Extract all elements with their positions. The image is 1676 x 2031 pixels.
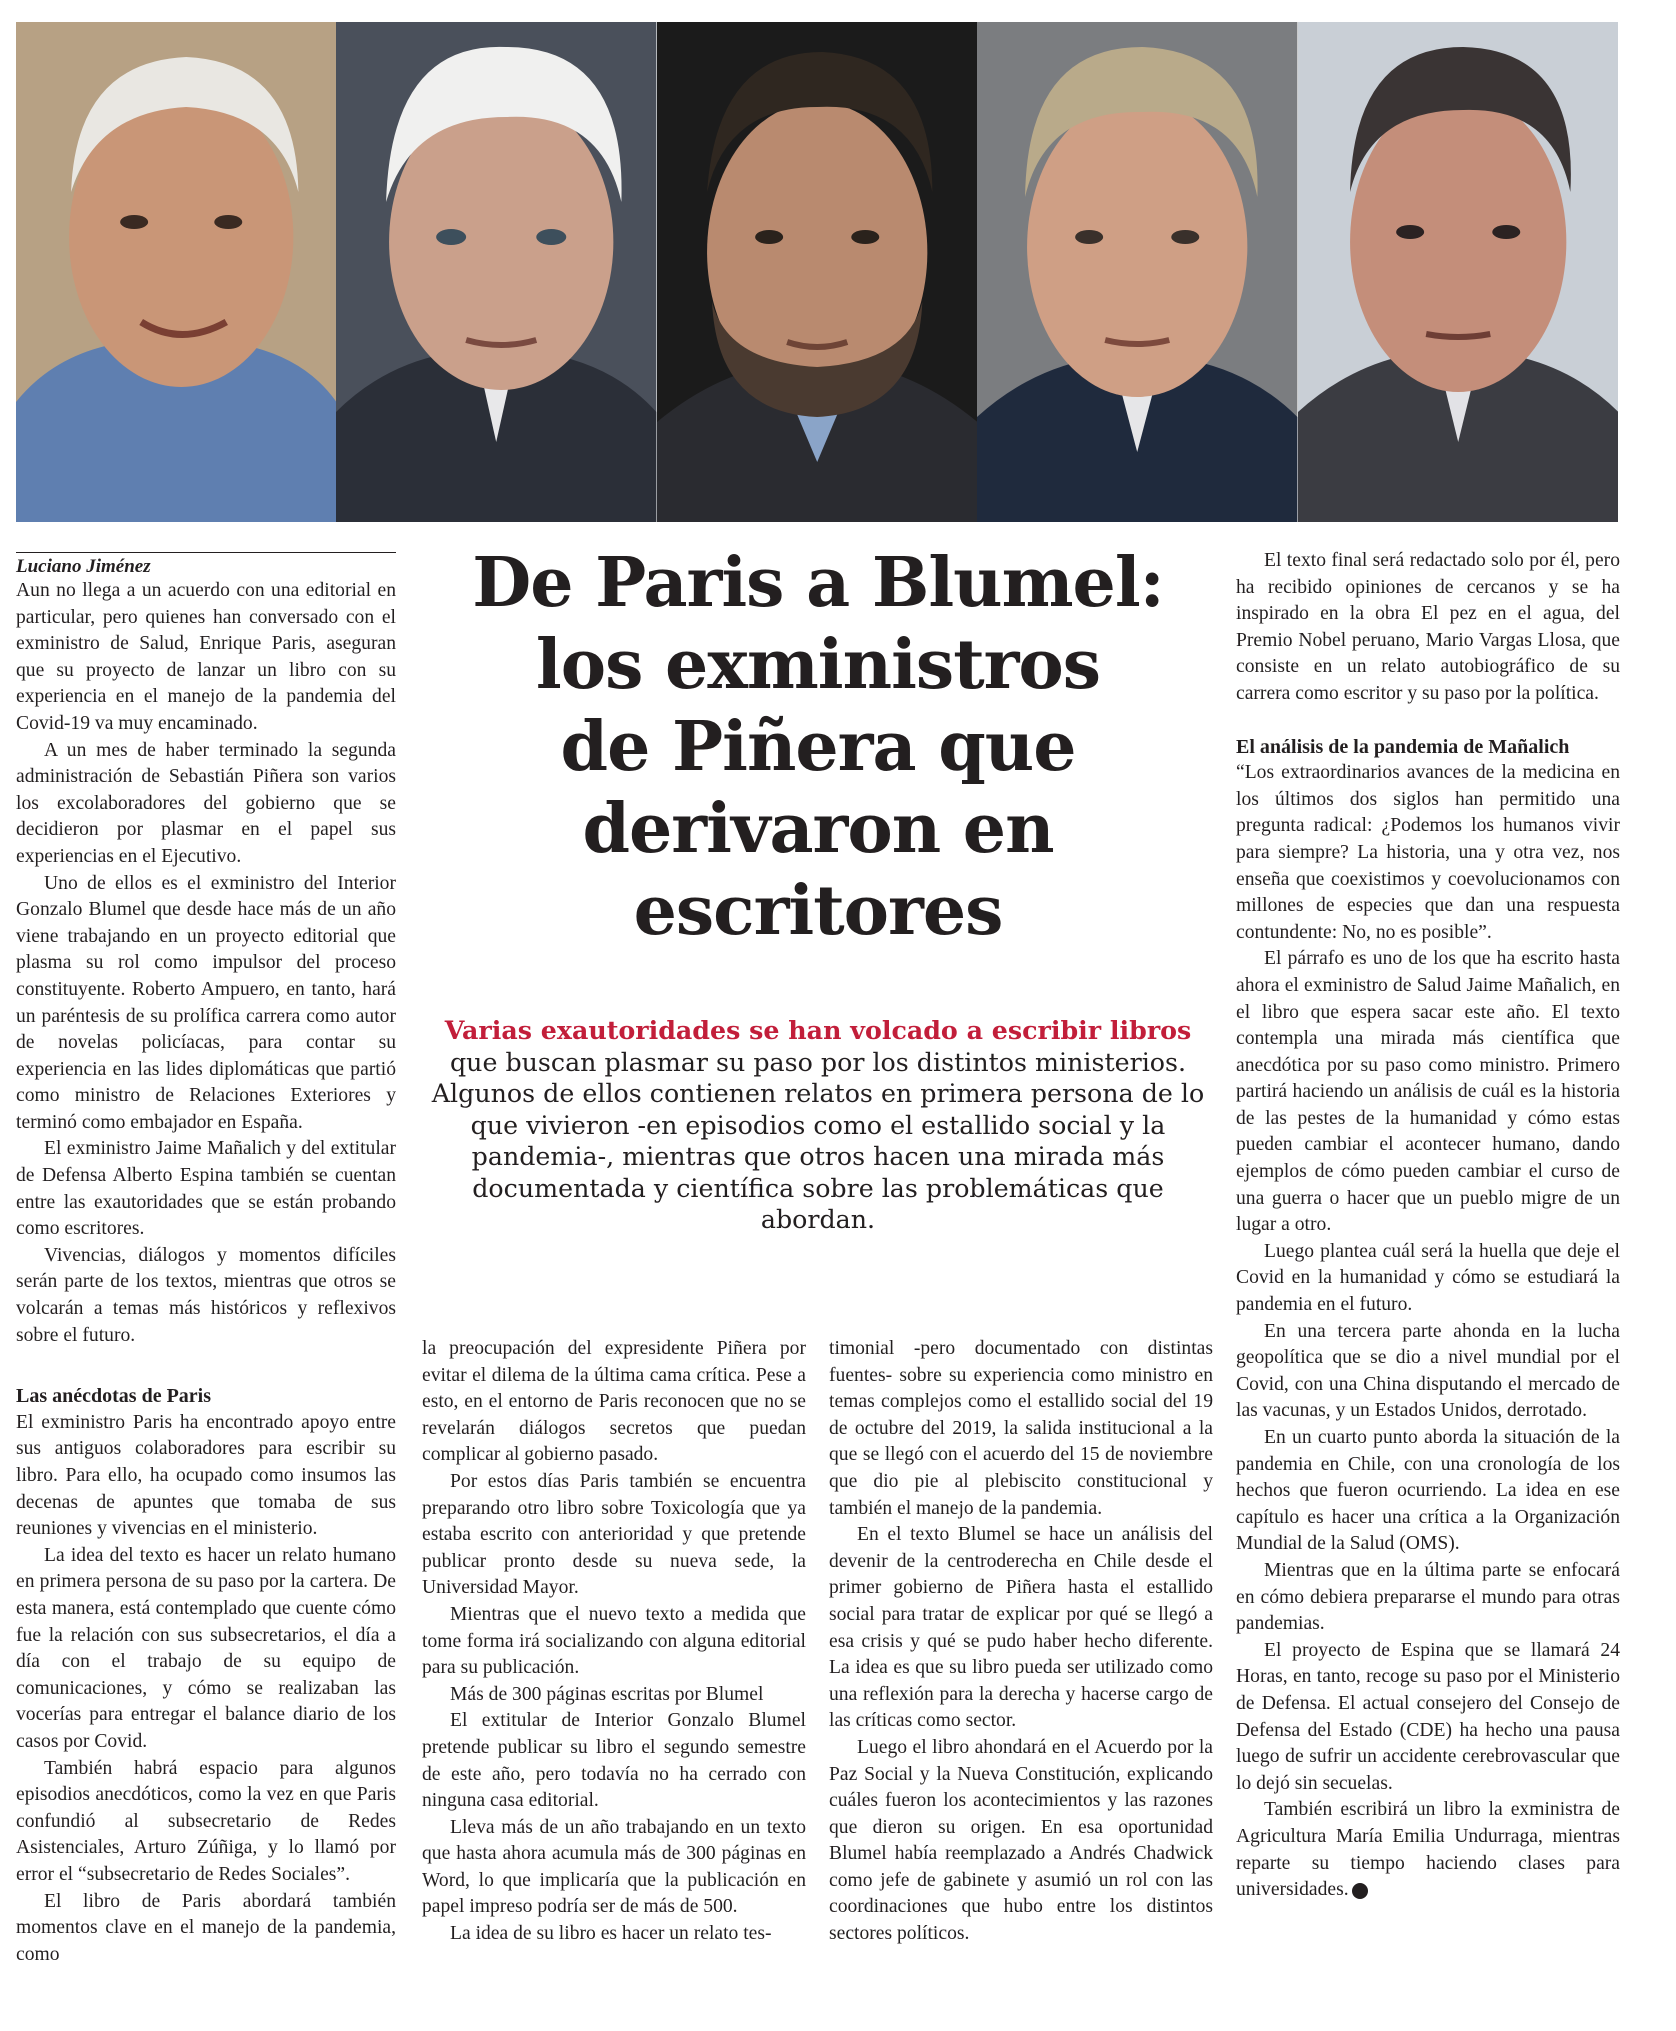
deck-highlight: Varias exautoridades se han volcado a escribir libros (444, 1015, 1192, 1045)
headline (420, 542, 1216, 952)
paragraph: La idea de su libro es hacer un relato tes- (450, 1923, 772, 1945)
paragraph: En una tercera parte ahonda en la lucha geopolítica que se dio a nivel mundial por el Covid, con una China disputando el mercado de las vacunas, y un Estados Unidos, derrotado. (1236, 1320, 1620, 1422)
column-4 (1236, 548, 1620, 1904)
deck (420, 1015, 1216, 1236)
paragraph: El texto final será redactado solo por él, pero ha recibido opiniones de cercanos y se ha inspirado en la obra El pez en el agua, del Premio Nobel peruano, Mario Vargas Llosa, que consiste en un relato autobiográfico de su carrera como escritor y su paso por la política. (1236, 550, 1620, 704)
paragraph: Luego plantea cuál será la huella que deje el Covid en la humanidad y cómo se estudiará la pandemia en el futuro. (1236, 1240, 1620, 1316)
portrait-jaime-manalich (336, 22, 656, 522)
subhead-paris: Las anécdotas de Paris (16, 1385, 211, 1408)
headline-line: escritores (633, 871, 1003, 951)
paragraph: timonial -pero documentado con distintas fuentes- sobre su experiencia como ministro en temas complejos como el estallido social del 19 de octubre del 2019, la salida institucional a la que se llegó con el acuerdo del 15 de noviembre que dio pie al plebiscito constitucional y también el manejo de la pandemia. (829, 1338, 1213, 1519)
paragraph: El proyecto de Espina que se llamará 24 Horas, en tanto, recoge su paso por el Ministerio de Defensa. El actual consejero del Consejo de Defensa del Estado (CDE) ha hecho una pausa luego de sufrir un accidente cerebrovascular que lo dejó sin secuelas. (1236, 1639, 1620, 1794)
paragraph: A un mes de haber terminado la segunda administración de Sebastián Piñera son varios los excolaboradores del gobierno que se decidieron por plasmar en el papel sus experiencias en el Ejecutivo. (16, 739, 396, 867)
byline: Luciano Jiménez (16, 552, 396, 578)
deck-text: que buscan plasmar su paso por los distintos ministerios. Algunos de ellos contienen relatos en primera persona de lo que vivieron -en episodios como el estallido social y la pandemia-, mientras que otros hacen una mirada más documentada y científica sobre las problemáticas que abordan. (431, 1047, 1205, 1234)
column-1 (16, 578, 396, 1968)
paragraph: Aun no llega a un acuerdo con una editorial en particular, pero quienes han conversado con el exministro de Salud, Enrique Paris, aseguran que su proyecto de lanzar un libro con su experiencia en el manejo de la pandemia del Covid-19 va muy encaminado. (16, 580, 396, 734)
paragraph-last (1236, 1797, 1620, 1903)
paragraph: Lleva más de un año trabajando en un texto que hasta ahora acumula más de 300 páginas en Word, lo que implicaría que la publicación en papel impreso podría ser de más de 500. (422, 1816, 806, 1918)
paragraph: Vivencias, diálogos y momentos difíciles serán parte de los textos, mientras que otros se volcarán a temas más históricos y reflexivos sobre el futuro. (16, 1244, 396, 1346)
paragraph: El extitular de Interior Gonzalo Blumel pretende publicar su libro el segundo semestre de este año, pero todavía no ha cerrado con ninguna casa editorial. (422, 1710, 806, 1812)
column-2 (422, 1336, 806, 1948)
end-mark-icon (1352, 1883, 1368, 1899)
paragraph: El exministro Jaime Mañalich y del extitular de Defensa Alberto Espina también se cuentan entre las exautoridades que se están probando como escritores. (16, 1138, 396, 1240)
portrait-roberto-ampuero (1298, 22, 1618, 522)
column-3 (829, 1336, 1213, 1948)
headline-line: de Piñera que (560, 707, 1076, 787)
portrait-gonzalo-blumel (657, 22, 977, 522)
paragraph: “Los extraordinarios avances de la medicina en los últimos dos siglos han permitido una pregunta radical: ¿Podemos los humanos vivir para siempre? La historia, una y otra vez, nos enseña que coexistimos y coevolucionamos con millones de especies que dan una respuesta contundente: No, no es posible”. (1236, 762, 1620, 943)
paragraph: El libro de Paris abordará también momentos clave en el manejo de la pandemia, como (16, 1890, 396, 1965)
paragraph: Más de 300 páginas escritas por Blumel (450, 1683, 764, 1705)
paragraph: Uno de ellos es el exministro del Interior Gonzalo Blumel que desde hace más de un año viene trabajando en un proyecto editorial que plasma su rol como impulsor del proceso constituyente. Roberto Ampuero, en tanto, hará un paréntesis de su prolífica carrera como autor de novelas policíacas, para contar su experiencia en las lides diplomáticas que partió como ministro de Relaciones Exteriores y terminó como embajador en España. (16, 872, 396, 1133)
paragraph: En el texto Blumel se hace un análisis del devenir de la centroderecha en Chile desde el primer gobierno de Piñera hasta el estallido social para tratar de explicar por qué se llegó a esa crisis y qué se pudo haber hecho diferente. La idea es que su libro pueda ser utilizado como una reflexión para la derecha y hacerse cargo de las críticas como sector. (829, 1524, 1213, 1732)
paragraph: la preocupación del expresidente Piñera por evitar el dilema de la última cama crítica. Pese a esto, en el entorno de Paris reconocen que no se revelarán diálogos secretos que puedan complicar al gobierno pasado. (422, 1338, 806, 1466)
headline-line: los exministros (535, 625, 1101, 705)
paragraph: La idea del texto es hacer un relato humano en primera persona de su paso por la cartera. De esta manera, está contemplado que cuente cómo fue la relación con sus subsecretarios, el día a día con el trabajo de su equipo de comunicaciones, y cómo se realizaban las vocerías para entregar el balance diario de los casos por Covid. (16, 1544, 396, 1752)
paragraph: En un cuarto punto aborda la situación de la pandemia en Chile, con una cronología de los hechos que fueron ocurriendo. La idea en ese capítulo es hacer una crítica a la Organización Mundial de la Salud (OMS). (1236, 1427, 1620, 1555)
paragraph: El exministro Paris ha encontrado apoyo entre sus antiguos colaboradores para escribir su libro. Para ello, ha ocupado como insumos las decenas de apuntes que tomaba de sus reuniones y vivencias en el ministerio. (16, 1411, 396, 1540)
paragraph: El párrafo es uno de los que ha escrito hasta ahora el exministro de Salud Jaime Mañalich, en el libro que espera sacar este año. El texto contempla una mirada más científica que anecdótica por su paso como ministro. Primero partirá haciendo un análisis de cuál es la historia de las pestes de la humanidad y cómo estas pueden cambiar el acontecer humano, dando ejemplos de cómo pueden cambiar el curso de una guerra o hacer que un pueblo migre de un lugar a otro. (1236, 948, 1620, 1236)
portrait-enrique-paris (16, 22, 336, 522)
paragraph: Mientras que en la última parte se enfocará en cómo debiera prepararse el mundo para otras pandemias. (1236, 1559, 1620, 1635)
headline-line: De Paris a Blumel: (472, 543, 1164, 623)
portrait-alberto-espina (977, 22, 1297, 522)
subhead-manalich: El análisis de la pandemia de Mañalich (1236, 735, 1570, 758)
paragraph: Por estos días Paris también se encuentra preparando otro libro sobre Toxicología que ya estaba escrito con anterioridad y que pretende publicar pronto desde su nueva sede, la Universidad Mayor. (422, 1470, 806, 1599)
photo-strip (16, 22, 1618, 522)
paragraph: Mientras que el nuevo texto a medida que tome forma irá socializando con alguna editorial para su publicación. (422, 1603, 806, 1679)
paragraph: Luego el libro ahondará en el Acuerdo por la Paz Social y la Nueva Constitución, explicando cuáles fueron los acontecimientos y las razones que dieron su origen. En esa oportunidad Blumel había reemplazado a Andrés Chadwick como jefe de gabinete y asumió un rol con las coordinaciones que hubo entre los distintos sectores políticos. (829, 1736, 1213, 1945)
last-paragraph-text: También escribirá un libro la exministra de Agricultura María Emilia Undurraga, mientras reparte su tiempo haciendo clases para universidades. (1236, 1799, 1620, 1901)
headline-line: derivaron en (582, 789, 1054, 869)
paragraph: También habrá espacio para algunos episodios anecdóticos, como la vez en que Paris confundió al subsecretario de Redes Asistenciales, Arturo Zúñiga, y lo llamó por error el “subsecretario de Redes Sociales”. (16, 1757, 396, 1885)
